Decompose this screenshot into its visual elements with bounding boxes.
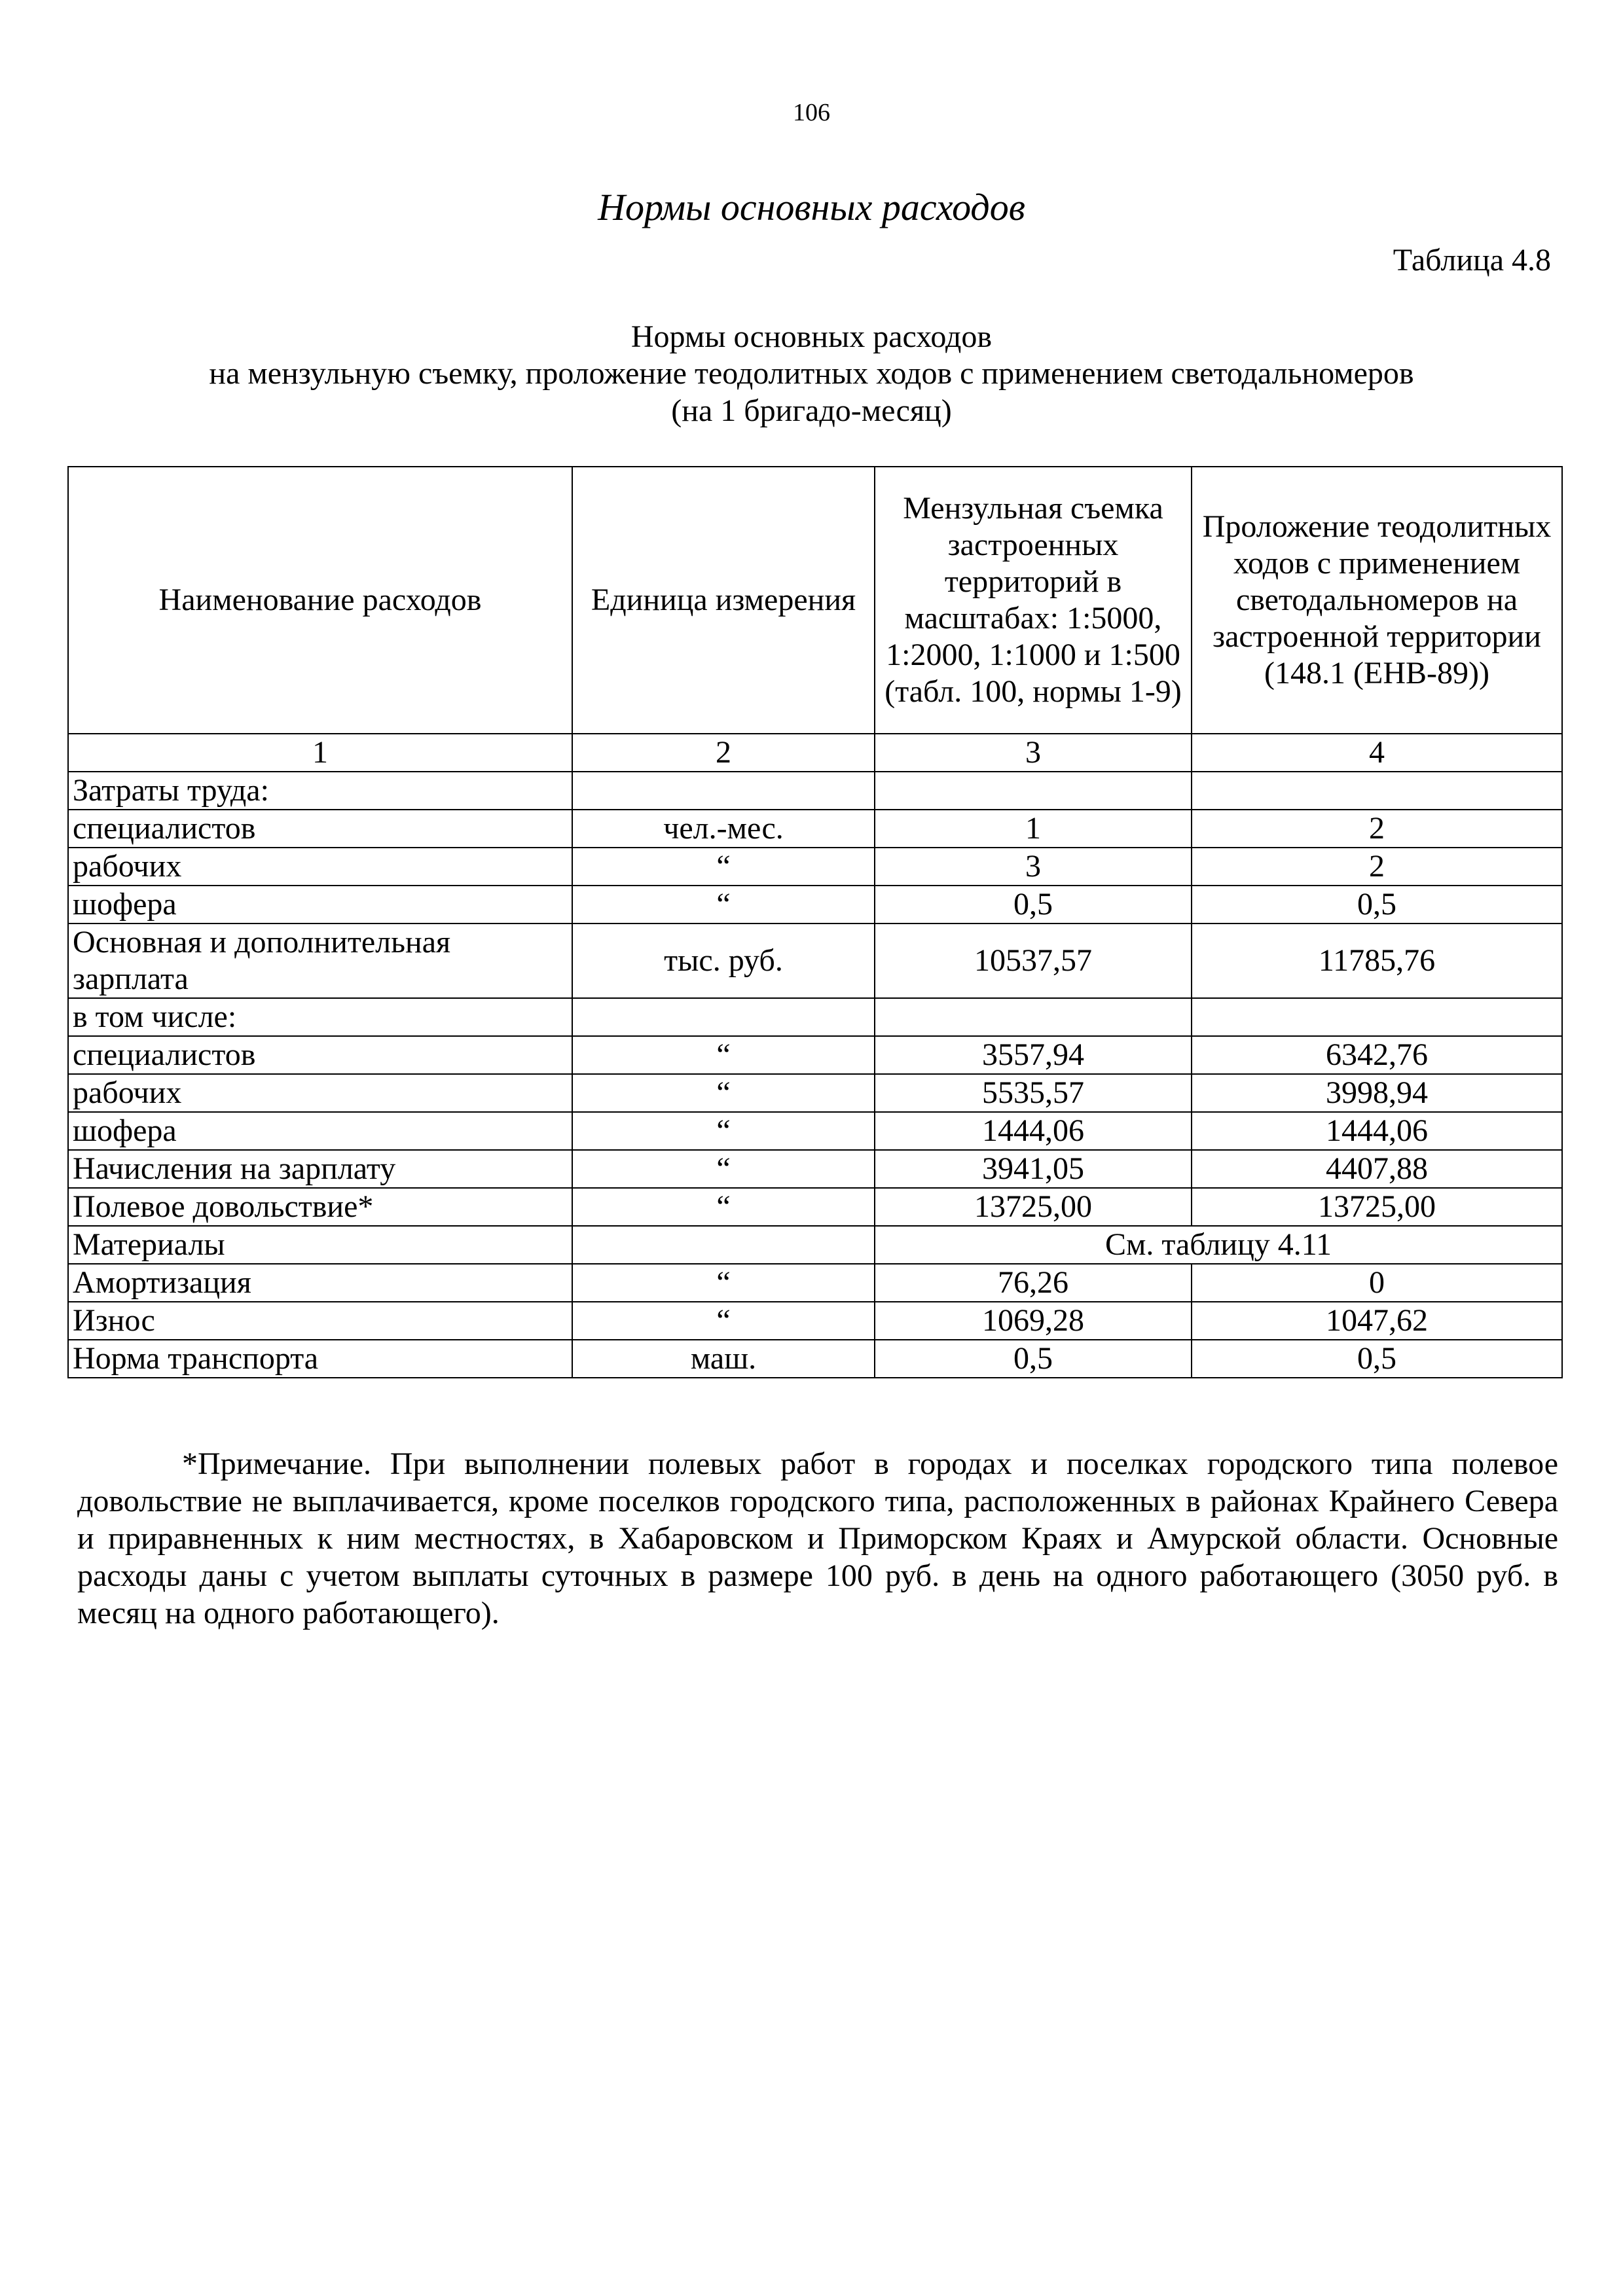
row-unit: “ [572, 1302, 875, 1340]
column-number: 1 [68, 734, 572, 772]
row-unit: “ [572, 1188, 875, 1226]
row-value-traverse: 4407,88 [1192, 1150, 1562, 1188]
table-row [68, 924, 1562, 998]
row-value-survey: 1 [875, 810, 1192, 848]
row-value-traverse: 3998,94 [1192, 1074, 1562, 1112]
table-row [68, 886, 1562, 924]
row-value-traverse: 1444,06 [1192, 1112, 1562, 1150]
table-row [68, 1340, 1562, 1378]
row-name: Норма транспорта [68, 1340, 572, 1378]
table-header-row [68, 467, 1562, 734]
row-value-survey: 0,5 [875, 1340, 1192, 1378]
table-row [68, 1302, 1562, 1340]
row-name: Износ [68, 1302, 572, 1340]
row-value-traverse: 11785,76 [1192, 924, 1562, 998]
row-unit: “ [572, 848, 875, 886]
table-caption-line-2: на мензульную съемку, проложение теодолитных ходов с применением светодальномеров [209, 356, 1414, 391]
table-column-numbers-row [68, 734, 1562, 772]
table-row [68, 1150, 1562, 1188]
row-unit [572, 772, 875, 810]
header-theodolite-traverse: Проложение теодолитных ходов с применением светодальномеров на застроенной территории (148.1 (ЕНВ-89)) [1192, 467, 1562, 734]
row-value-traverse [1192, 772, 1562, 810]
table-caption-line-1: Нормы основных расходов [630, 319, 993, 354]
row-unit: “ [572, 1036, 875, 1074]
table-row [68, 1112, 1562, 1150]
row-value-traverse: 6342,76 [1192, 1036, 1562, 1074]
row-unit: “ [572, 1264, 875, 1302]
row-value-traverse: 0,5 [1192, 1340, 1562, 1378]
column-number: 2 [572, 734, 875, 772]
column-number: 3 [875, 734, 1192, 772]
table-row [68, 1226, 1562, 1264]
row-name: Материалы [68, 1226, 572, 1264]
row-unit: “ [572, 886, 875, 924]
row-name: Полевое довольствие* [68, 1188, 572, 1226]
row-unit [572, 1226, 875, 1264]
norms-table [67, 466, 1563, 1378]
row-name: рабочих [68, 848, 572, 886]
section-title: Нормы основных расходов [598, 186, 1025, 228]
row-value-traverse: 2 [1192, 810, 1562, 848]
table-number: Таблица 4.8 [1393, 243, 1551, 278]
row-value-traverse: 2 [1192, 848, 1562, 886]
row-value-survey: 1444,06 [875, 1112, 1192, 1150]
row-value-survey: 76,26 [875, 1264, 1192, 1302]
row-value-survey: 3557,94 [875, 1036, 1192, 1074]
row-unit: “ [572, 1074, 875, 1112]
row-unit: “ [572, 1112, 875, 1150]
row-name: Затраты труда: [68, 772, 572, 810]
footnote: *Примечание. При выполнении полевых работ в городах и поселках городского типа полевое довольствие не выплачивается, кроме поселков городского типа, расположенных в районах Крайнего Севера и приравненных к ним местностях, в Хабаровском и Приморском Краях и Амурской области. Основные расходы даны с учетом выплаты суточных в размере 100 руб. в день на одного работающего (3050 руб. в месяц на одного работающего). [77, 1446, 1558, 1630]
row-value-survey: 0,5 [875, 886, 1192, 924]
table-row [68, 848, 1562, 886]
row-name: специалистов [68, 1036, 572, 1074]
row-unit: маш. [572, 1340, 875, 1378]
table-row [68, 772, 1562, 810]
row-value-survey [875, 772, 1192, 810]
table-row [68, 1188, 1562, 1226]
header-expense-name: Наименование расходов [68, 467, 572, 734]
column-number: 4 [1192, 734, 1562, 772]
page-number: 106 [793, 99, 830, 126]
row-name: специалистов [68, 810, 572, 848]
row-unit: “ [572, 1150, 875, 1188]
row-value-survey: 5535,57 [875, 1074, 1192, 1112]
row-value-merged: См. таблицу 4.11 [875, 1226, 1562, 1264]
row-value-survey [875, 998, 1192, 1036]
row-name: в том числе: [68, 998, 572, 1036]
row-name: Начисления на зарплату [68, 1150, 572, 1188]
row-name: Амортизация [68, 1264, 572, 1302]
row-name: Основная и дополнительная зарплата [68, 924, 572, 998]
table-caption-line-3: (на 1 бригадо-месяц) [671, 393, 952, 428]
row-unit: чел.-мес. [572, 810, 875, 848]
row-value-survey: 3941,05 [875, 1150, 1192, 1188]
row-value-traverse: 0 [1192, 1264, 1562, 1302]
row-name: шофера [68, 886, 572, 924]
row-value-traverse: 13725,00 [1192, 1188, 1562, 1226]
row-name: рабочих [68, 1074, 572, 1112]
row-name: шофера [68, 1112, 572, 1150]
row-value-traverse [1192, 998, 1562, 1036]
table-row [68, 810, 1562, 848]
row-value-traverse: 0,5 [1192, 886, 1562, 924]
row-value-traverse: 1047,62 [1192, 1302, 1562, 1340]
row-value-survey: 3 [875, 848, 1192, 886]
row-value-survey: 13725,00 [875, 1188, 1192, 1226]
table-row [68, 1074, 1562, 1112]
row-unit: тыс. руб. [572, 924, 875, 998]
header-unit: Единица измерения [572, 467, 875, 734]
table-row [68, 1036, 1562, 1074]
table-row [68, 1264, 1562, 1302]
row-value-survey: 10537,57 [875, 924, 1192, 998]
row-value-survey: 1069,28 [875, 1302, 1192, 1340]
table-row [68, 998, 1562, 1036]
row-unit [572, 998, 875, 1036]
header-plane-table-survey: Мензульная съемка застроенных территорий в масштабах: 1:5000, 1:2000, 1:1000 и 1:500 (табл. 100, нормы 1-9) [875, 467, 1192, 734]
